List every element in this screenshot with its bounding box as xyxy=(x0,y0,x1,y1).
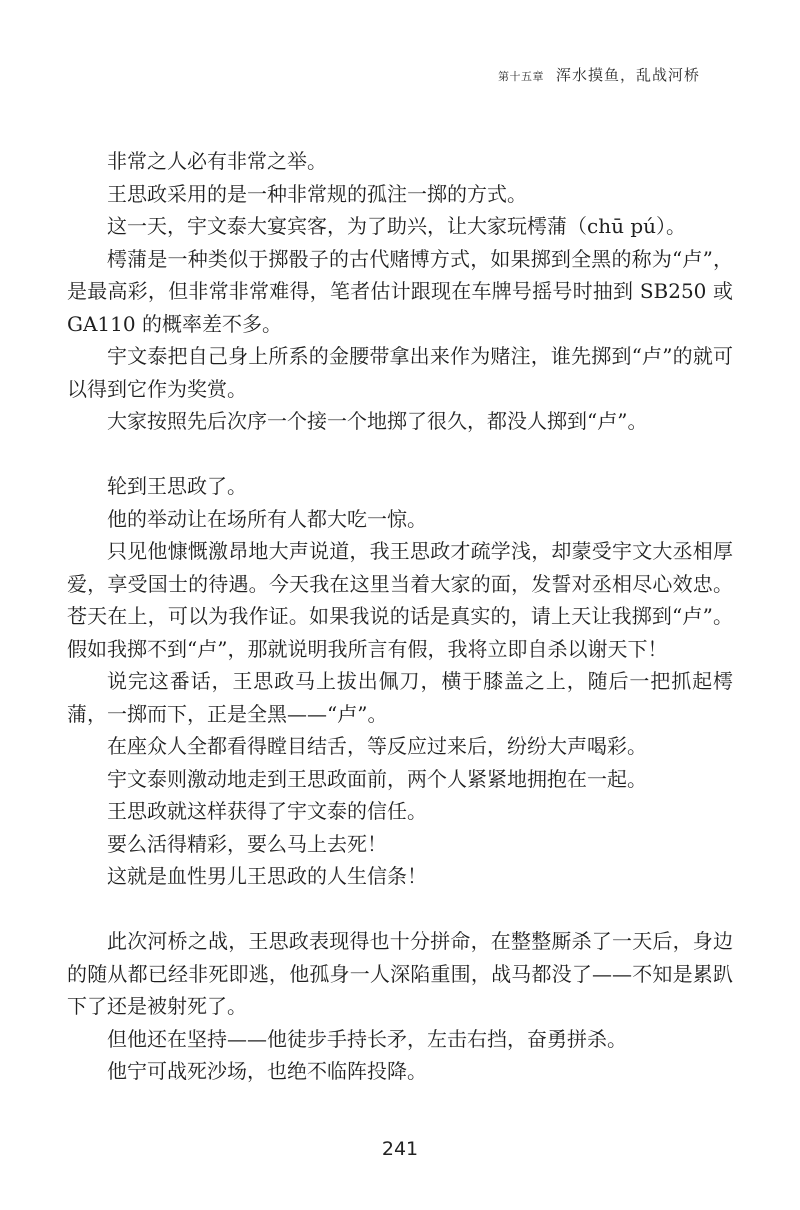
paragraph: 轮到王思政了。 xyxy=(107,474,247,498)
paragraph: 说完这番话，王思政马上拔出佩刀，横于膝盖之上，随后一把抓起樗蒲，一掷而下，正是全黑——“卢”。 xyxy=(67,669,733,726)
paragraph: 只见他慷慨激昂地大声说道，我王思政才疏学浅，却蒙受宇文大丞相厚爱，享受国士的待遇。今天我在这里当着大家的面，发誓对丞相尽心效忠。苍天在上，可以为我作证。如果我说的话是真实的，请上天让我掷到“卢”。假如我掷不到“卢”，那就说明我所言有假，我将立即自杀以谢天下！ xyxy=(67,539,733,661)
paragraph: 宇文泰则激动地走到王思政面前，两个人紧紧地拥抱在一起。 xyxy=(107,766,647,791)
paragraph: 此次河桥之战，王思政表现得也十分拼命，在整整厮杀了一天后，身边的随从都已经非死即逃，他孤身一人深陷重围，战马都没了——不知是累趴下了还是被射死了。 xyxy=(67,929,733,1018)
paragraph: 王思政就这样获得了宇文泰的信任。 xyxy=(107,799,427,823)
body-text xyxy=(67,145,733,1088)
paragraph: 宇文泰把自己身上所系的金腰带拿出来作为赌注，谁先掷到“卢”的就可以得到它作为奖赏。 xyxy=(67,344,733,401)
paragraph: 这就是血性男儿王思政的人生信条！ xyxy=(107,864,427,888)
page-number: 241 xyxy=(381,1138,419,1160)
paragraph: 但他还在坚持——他徒步手持长矛，左击右挡，奋勇拼杀。 xyxy=(107,1026,627,1051)
chapter-title: 浑水摸鱼，乱战河桥 xyxy=(555,66,700,84)
running-header xyxy=(498,64,700,85)
paragraph: 在座众人全都看得瞠目结舌，等反应过来后，纷纷大声喝彩。 xyxy=(107,734,647,758)
paragraph: 王思政采用的是一种非常规的孤注一掷的方式。 xyxy=(107,181,527,206)
paragraph: 这一天，宇文泰大宴宾客，为了助兴，让大家玩樗蒲（chū pú）。 xyxy=(107,214,687,238)
paragraph: 大家按照先后次序一个接一个地掷了很久，都没人掷到“卢”。 xyxy=(107,409,648,433)
section-break xyxy=(67,438,733,471)
paragraph: 他的举动让在场所有人都大吃一惊。 xyxy=(107,506,427,531)
paragraph: 非常之人必有非常之举。 xyxy=(107,149,327,173)
chapter-number: 第十五章 xyxy=(497,70,544,83)
paragraph: 他宁可战死沙场，也绝不临阵投降。 xyxy=(107,1059,427,1083)
section-break xyxy=(67,893,733,926)
paragraph: 樗蒲是一种类似于掷骰子的古代赌博方式，如果掷到全黑的称为“卢”，是最高彩，但非常非常难得，笔者估计跟现在车牌号摇号时抽到 SB250 或 GA110 的概率差不多。 xyxy=(67,246,733,336)
paragraph: 要么活得精彩，要么马上去死！ xyxy=(107,831,387,856)
